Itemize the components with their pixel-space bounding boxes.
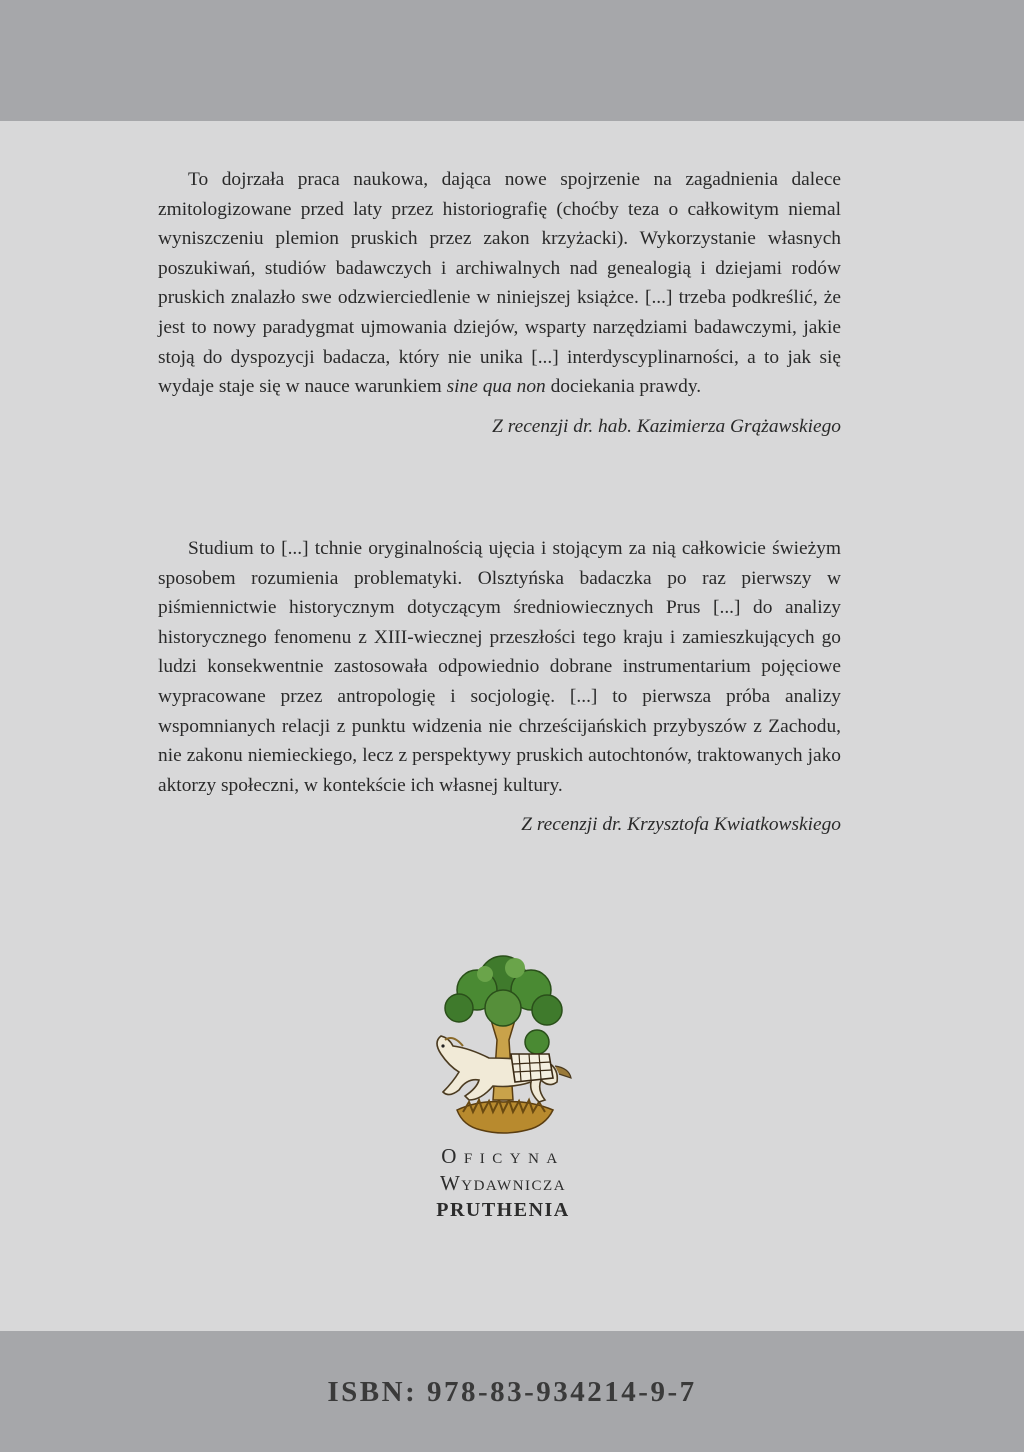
review-2 <box>158 534 841 840</box>
top-band <box>0 0 1024 121</box>
review-2-attribution: Z recenzji dr. Krzysztofa Kwiatkowskiego <box>521 814 841 836</box>
publisher-line-2: Wydawnicza <box>439 1171 567 1195</box>
review-1-text-part-2: dociekania prawdy. <box>545 376 702 398</box>
publisher-name <box>380 1142 626 1224</box>
review-1-text-part-1: To dojrzała praca naukowa, dająca nowe spojrzenie na zagadnienia dalece zmitologizowane przed laty przez historiografię (choćby teza o całkowitym niemal wyniszczeniu plemion pruskich przez zakon krzyżacki). Wykorzystanie własnych poszukiwań, studiów badawczych i archiwalnych nad genealogią i dziejami rodów pruskich znalazło swe odzwierciedlenie w niniejszej książce. [...] trzeba podkreślić, że jest to nowy paradygmat ujmowania dziejów, wsparty narzędziami badawczymi, jakie stoją do dyspozycji badacza, który nie unika [...] interdyscyplinarności, a to jak się wydaje staje się w nauce warunkiem <box>158 169 841 398</box>
publisher-line-1: Oficyna <box>441 1144 565 1168</box>
review-2-text: Studium to [...] tchnie oryginalnością ujęcia i stojącym za nią całkowicie świeżym sposobem rozumienia problematyki. Olsztyńska badaczka po raz pierwszy w piśmiennictwie historycznym dotyczącym średniowiecznych Prus [...] do analizy historycznego fenomenu z XIII-wiecznej przeszłości tego kraju i zamieszkujących go ludzi konsekwentnie zastosowała odpowiednio dobrane instrumentarium pojęciowe wypracowane przez antropologię i socjologię. [...] to pierwsza próba analizy wspomnianych relacji z punktu widzenia nie chrześcijańskich przybyszów z Zachodu, nie zakonu niemieckiego, lecz z perspektywy pruskich autochtonów, traktowanych jako aktorzy społeczni, w kontekście ich własnej kultury. <box>158 538 841 796</box>
review-1-italic-phrase: sine qua non <box>446 376 546 398</box>
publisher-line-3: PRUTHENIA <box>436 1199 570 1221</box>
review-1-text <box>158 165 841 402</box>
publisher-logo <box>419 950 587 1144</box>
review-1-attribution: Z recenzji dr. hab. Kazimierza Grążawskiego <box>492 415 841 437</box>
review-1 <box>158 165 841 441</box>
isbn: ISBN: 978-83-934214-9-7 <box>327 1376 697 1408</box>
